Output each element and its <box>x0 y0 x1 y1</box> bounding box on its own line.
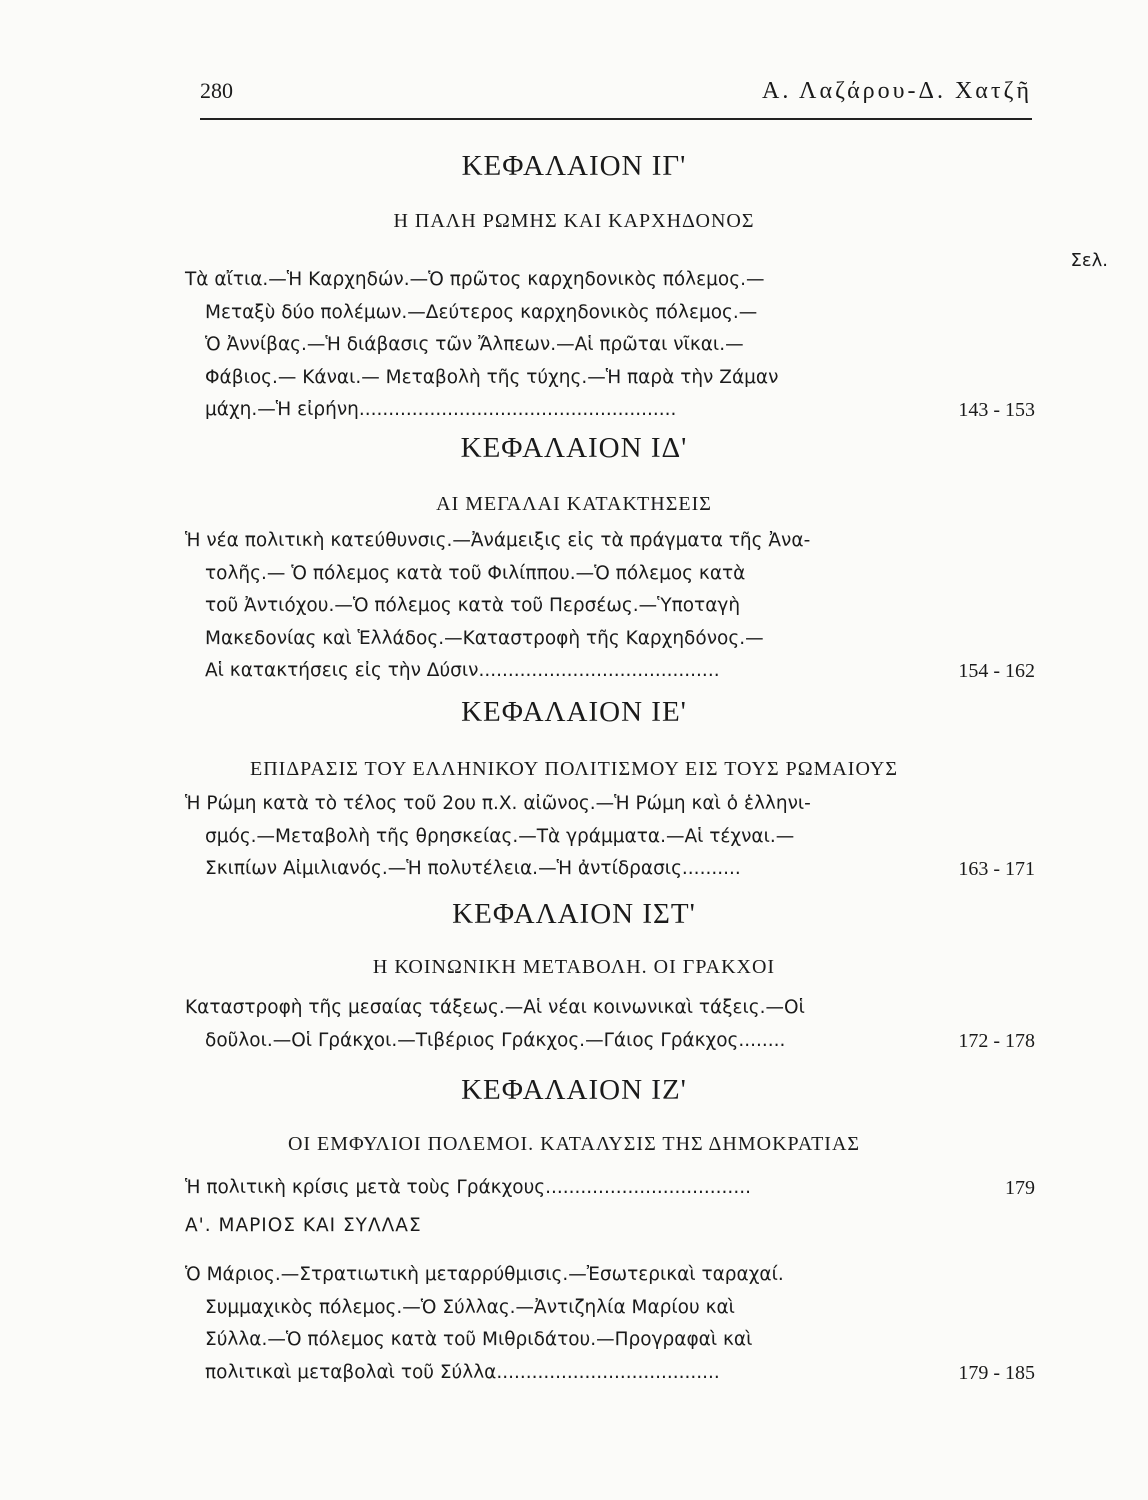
entry-line <box>185 1025 1035 1058</box>
chapter-heading: ΚΕΦΑΛΑΙΟΝ ΙΔ' <box>460 432 688 464</box>
entry-line: Μακεδονίας καὶ Ἑλλάδος.—Καταστροφὴ τῆς Καρχηδόνος.— <box>205 627 764 649</box>
chapter-subtitle: ΟΙ ΕΜΦΥΛΙΟΙ ΠΟΛΕΜΟΙ. ΚΑΤΑΛΥΣΙΣ ΤΗΣ ΔΗΜΟΚΡΑΤΙΑΣ <box>287 1133 861 1155</box>
entry-line: τολῆς.— Ὁ πόλεμος κατὰ τοῦ Φιλίππου.—Ὁ πόλεμος κατὰ <box>205 562 746 584</box>
entry-line: Συμμαχικὸς πόλεμος.—Ὁ Σύλλας.—Ἀντιζηλία Μαρίου καὶ <box>205 1296 735 1318</box>
page-header <box>200 78 1032 120</box>
page-range: 179 <box>1005 1177 1035 1199</box>
page-column-label: Σελ. <box>1070 250 1108 271</box>
entry-line: Φάβιος.— Κάναι.— Μεταβολὴ τῆς τύχης.—Ἡ παρὰ τὴν Ζάμαν <box>205 366 779 388</box>
chapter-subtitle: Η ΠΑΛΗ ΡΩΜΗΣ ΚΑΙ ΚΑΡΧΗΔΟΝΟΣ <box>393 210 755 232</box>
entry-line: Καταστροφὴ τῆς μεσαίας τάξεως.—Αἱ νέαι κοινωνικαὶ τάξεις.—Οἱ <box>185 997 805 1018</box>
entry-line-text: πολιτικαὶ μεταβολαὶ τοῦ Σύλλα...................................... <box>205 1361 720 1383</box>
chapter-heading: ΚΕΦΑΛΑΙΟΝ ΙΕ' <box>461 696 687 728</box>
entry-line-text: Σκιπίων Αἰμιλιανός.—Ἡ πολυτέλεια.—Ἡ ἀντίδρασις.......... <box>205 858 741 879</box>
section-heading: Α'. ΜΑΡΙΟΣ ΚΑΙ ΣΥΛΛΑΣ <box>185 1215 422 1236</box>
entry-line <box>185 394 1035 427</box>
toc-entry <box>185 992 1035 1057</box>
entry-line: Μεταξὺ δύο πολέμων.—Δεύτερος καρχηδονικὸς πόλεμος.— <box>205 301 758 323</box>
page-number: 280 <box>200 78 233 103</box>
entry-line: Ὁ Ἀννίβας.—Ἡ διάβασις τῶν Ἄλπεων.—Αἱ πρῶται νῖκαι.— <box>205 334 744 355</box>
entry-line: Ἡ νέα πολιτικὴ κατεύθυνσις.—Ἀνάμειξις εἰς τὰ πράγματα τῆς Ἀνα- <box>185 530 811 551</box>
page-range: 172 - 178 <box>958 1029 1035 1052</box>
toc-entry <box>185 264 1035 427</box>
entry-line: Τὰ αἴτια.—Ἡ Καρχηδών.—Ὁ πρῶτος καρχηδονικὸς πόλεμος.— <box>185 269 765 290</box>
chapter-subtitle: Η ΚΟΙΝΩΝΙΚΗ ΜΕΤΑΒΟΛΗ. ΟΙ ΓΡΑΚΧΟΙ <box>372 956 776 978</box>
chapter-heading: ΚΕΦΑΛΑΙΟΝ ΙΣΤ' <box>452 898 696 930</box>
entry-line: τοῦ Ἀντιόχου.—Ὁ πόλεμος κατὰ τοῦ Περσέως.—Ὑποταγὴ <box>205 595 741 616</box>
chapter-subtitle: ΑΙ ΜΕΓΑΛΑΙ ΚΑΤΑΚΤΗΣΕΙΣ <box>436 493 712 515</box>
entry-line: Ὁ Μάριος.—Στρατιωτικὴ μεταρρύθμισις.—Ἐσωτερικαὶ ταραχαί. <box>185 1264 784 1285</box>
page-range: 179 - 185 <box>958 1361 1035 1384</box>
entry-line: Σύλλα.—Ὁ πόλεμος κατὰ τοῦ Μιθριδάτου.—Προγραφαὶ καὶ <box>205 1329 753 1350</box>
running-title: Α. Λαζάρου-Δ. Χατζῆ <box>762 78 1032 104</box>
entry-line <box>185 1357 1035 1390</box>
toc-entry <box>185 788 1035 886</box>
page-range: 143 - 153 <box>958 399 1035 421</box>
entry-line <box>185 1172 1035 1205</box>
chapter-heading: ΚΕΦΑΛΑΙΟΝ ΙΓ' <box>461 150 687 182</box>
entry-line <box>185 853 1035 886</box>
toc-entry <box>185 1172 1035 1205</box>
toc-entry <box>185 1259 1035 1389</box>
page-range: 154 - 162 <box>958 660 1035 682</box>
entry-line-text: μάχη.—Ἡ εἰρήνη...................................................... <box>205 399 677 420</box>
entry-line-text: Ἡ πολιτικὴ κρίσις μετὰ τοὺς Γράκχους................................... <box>185 1177 751 1198</box>
entry-line-text: δοῦλοι.—Οἱ Γράκχοι.—Τιβέριος Γράκχος.—Γάιος Γράκχος........ <box>205 1029 786 1051</box>
page-range: 163 - 171 <box>958 858 1035 880</box>
entry-line <box>185 655 1035 688</box>
entry-line: σμός.—Μεταβολὴ τῆς θρησκείας.—Τὰ γράμματα.—Αἱ τέχναι.— <box>205 825 795 847</box>
toc-entry <box>185 525 1035 688</box>
entry-line-text: Αἱ κατακτήσεις εἰς τὴν Δύσιν......................................... <box>205 660 720 681</box>
entry-line: Ἡ Ρώμη κατὰ τὸ τέλος τοῦ 2ου π.Χ. αἰῶνος.—Ἡ Ρώμη καὶ ὁ ἑλληνι- <box>185 793 811 814</box>
chapter-subtitle: ΕΠΙΔΡΑΣΙΣ ΤΟΥ ΕΛΛΗΝΙΚΟΥ ΠΟΛΙΤΙΣΜΟΥ ΕΙΣ ΤΟΥΣ ΡΩΜΑΙΟΥΣ <box>250 758 898 780</box>
chapter-heading: ΚΕΦΑΛΑΙΟΝ ΙΖ' <box>461 1074 687 1106</box>
